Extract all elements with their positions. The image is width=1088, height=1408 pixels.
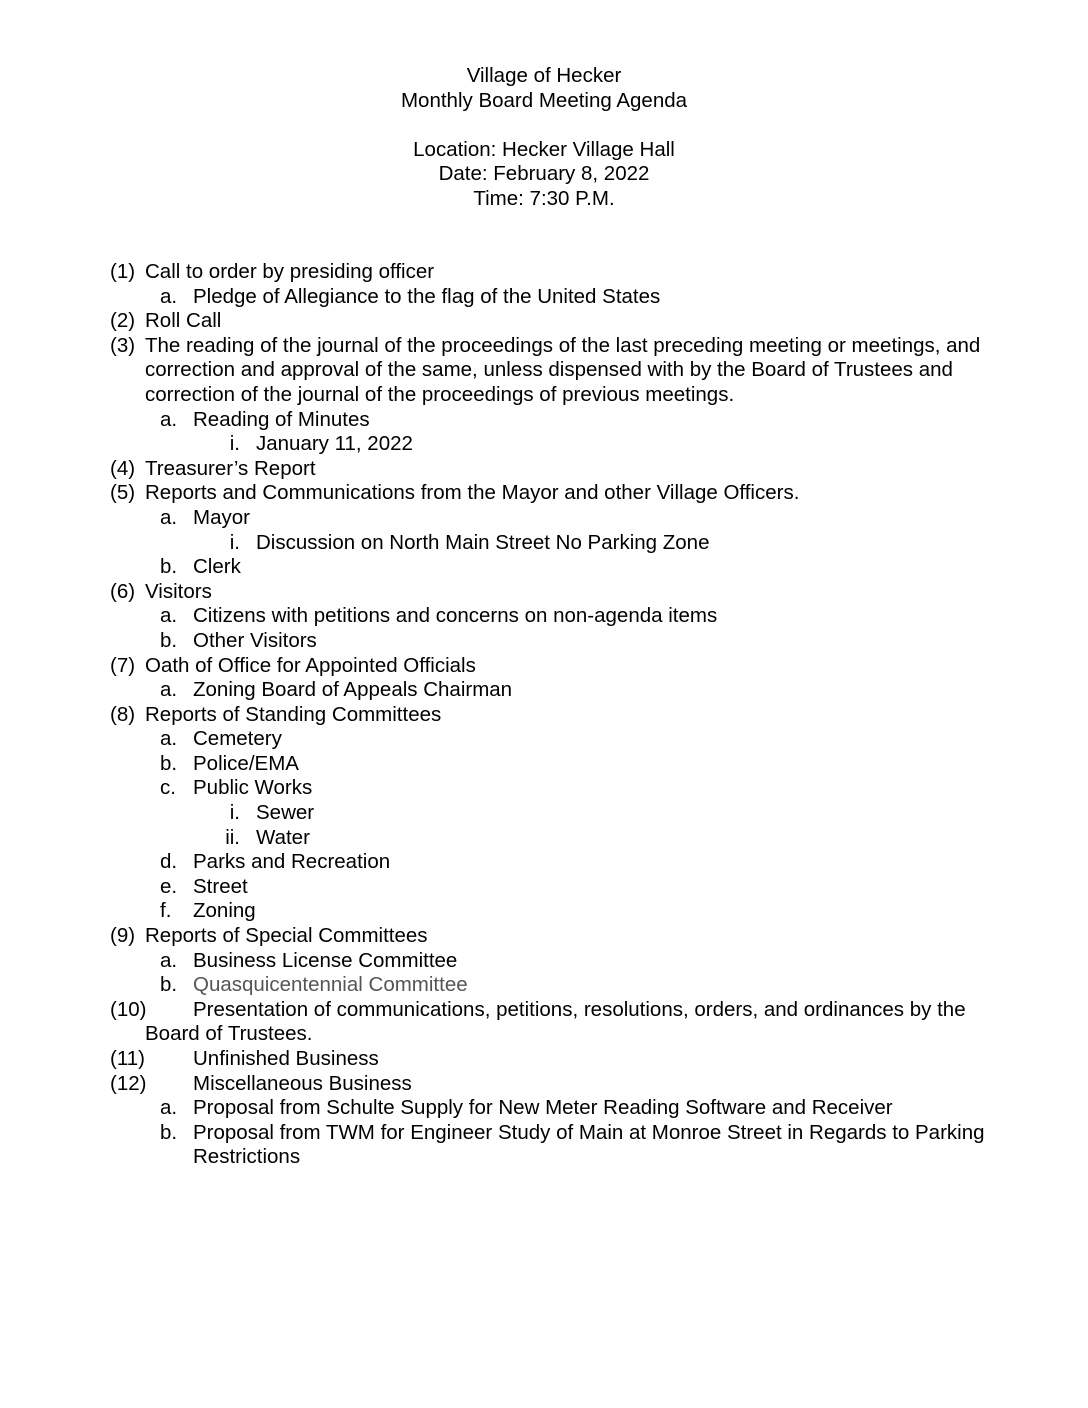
- agenda-subitem-8e: [0, 875, 1088, 900]
- agenda-subitem-8d: [0, 850, 1088, 875]
- agenda-item-10-cont: [0, 1022, 1088, 1047]
- subitem-letter: c.: [160, 776, 176, 800]
- subsubitem-numeral: i.: [229, 801, 240, 825]
- agenda-subitem-6b: [0, 629, 1088, 654]
- item-number: (7): [110, 653, 136, 677]
- meeting-date: Date: February 8, 2022: [438, 162, 650, 186]
- agenda-subitem-8f: [0, 899, 1088, 924]
- agenda-header: [0, 64, 1088, 212]
- subitem-text: Reading of Minutes: [193, 407, 370, 431]
- agenda-subitem-5b: [0, 555, 1088, 580]
- meeting-time: Time: 7:30 P.M.: [473, 186, 615, 210]
- village-name: Village of Hecker: [466, 64, 622, 87]
- subitem-letter: a.: [160, 284, 178, 308]
- agenda-item-6: [0, 580, 1088, 605]
- subitem-letter: a.: [160, 407, 178, 431]
- item-number: (5): [110, 481, 136, 505]
- item-text: Miscellaneous Business: [193, 1071, 412, 1095]
- agenda-item-8: [0, 703, 1088, 728]
- subitem-letter: e.: [160, 874, 178, 898]
- subitem-text: Public Works: [193, 776, 313, 800]
- subitem-text: Zoning Board of Appeals Chairman: [193, 678, 513, 702]
- subitem-text-line-1: Proposal from TWM for Engineer Study of Main at Monroe Street in Regards to Parking: [193, 1120, 985, 1144]
- item-number: (4): [110, 456, 136, 480]
- agenda-subitem-5a: [0, 506, 1088, 531]
- agenda-subsubitem-5ai: [0, 531, 1088, 556]
- subitem-text: Proposal from Schulte Supply for New Meter Reading Software and Receiver: [193, 1096, 893, 1120]
- item-number: (12): [110, 1071, 147, 1095]
- subitem-text: Cemetery: [193, 727, 282, 751]
- agenda-subitem-8a: [0, 727, 1088, 752]
- agenda-subitem-8c: [0, 776, 1088, 801]
- subsubitem-text: Water: [256, 825, 310, 849]
- subsubitem-numeral: ii.: [225, 825, 240, 849]
- subsubitem-text: Sewer: [256, 801, 315, 825]
- item-text-line-1: The reading of the journal of the proceedings of the last preceding meeting or meetings, and: [145, 333, 981, 357]
- subitem-letter: a.: [160, 948, 178, 972]
- subitem-text: Business License Committee: [193, 948, 458, 972]
- agenda-title: Monthly Board Meeting Agenda: [400, 88, 688, 112]
- subitem-letter: b.: [160, 1120, 178, 1144]
- item-text-line-2: correction and approval of the same, unless dispensed with by the Board of Trustees and: [145, 358, 953, 382]
- subitem-letter: a.: [160, 727, 178, 751]
- subitem-text: Quasquicentennial Committee: [193, 973, 468, 997]
- subitem-text: Parks and Recreation: [193, 850, 391, 874]
- item-text: Unfinished Business: [193, 1047, 379, 1070]
- subitem-text: Police/EMA: [193, 751, 299, 775]
- subitem-text: Other Visitors: [193, 628, 317, 652]
- item-text: Reports of Special Committees: [145, 924, 428, 948]
- item-text: Treasurer’s Report: [145, 456, 316, 480]
- meeting-location: Location: Hecker Village Hall: [413, 137, 675, 161]
- item-text: Call to order by presiding officer: [145, 260, 435, 283]
- subsubitem-text: January 11, 2022: [256, 432, 413, 456]
- agenda-item-9: [0, 924, 1088, 949]
- item-text: Roll Call: [145, 309, 222, 333]
- agenda-item-3-cont: [0, 383, 1088, 408]
- item-text: Visitors: [145, 579, 212, 603]
- agenda-subsubitem-3ai: [0, 432, 1088, 457]
- agenda-subsubitem-8cii: [0, 826, 1088, 851]
- agenda-item-10: [0, 998, 1088, 1023]
- item-number: (10): [110, 997, 147, 1021]
- agenda-item-3-cont: [0, 358, 1088, 383]
- item-number: (3): [110, 333, 136, 357]
- agenda-subitem-12b-cont: [0, 1145, 1088, 1170]
- subitem-letter: a.: [160, 505, 178, 529]
- agenda-subitem-8b: [0, 752, 1088, 777]
- agenda-item-3: [0, 334, 1088, 359]
- agenda-item-7: [0, 654, 1088, 679]
- subitem-text-line-2: Restrictions: [193, 1145, 301, 1169]
- agenda-subitem-12a: [0, 1096, 1088, 1121]
- subitem-text: Mayor: [193, 505, 250, 529]
- item-text: Reports of Standing Committees: [145, 702, 442, 726]
- item-text-line-1: Presentation of communications, petitions, resolutions, orders, and ordinances by the: [193, 997, 966, 1021]
- item-number: (11): [110, 1047, 145, 1070]
- subitem-letter: b.: [160, 973, 178, 997]
- agenda-item-4: [0, 457, 1088, 482]
- subitem-letter: a.: [160, 604, 178, 628]
- item-number: (8): [110, 702, 136, 726]
- agenda-subitem-12b: [0, 1121, 1088, 1146]
- item-text: Oath of Office for Appointed Officials: [145, 653, 476, 677]
- item-number: (6): [110, 579, 136, 603]
- item-number: (1): [110, 260, 136, 283]
- subitem-text: Zoning: [193, 899, 256, 923]
- agenda-subitem-1a: [0, 285, 1088, 310]
- agenda-subsubitem-8ci: [0, 801, 1088, 826]
- agenda-item-1: [0, 260, 1088, 285]
- subsubitem-text: Discussion on North Main Street No Parking Zone: [256, 530, 710, 554]
- subitem-letter: b.: [160, 751, 178, 775]
- agenda-item-12: [0, 1072, 1088, 1097]
- agenda-item-2: [0, 309, 1088, 334]
- subitem-text: Street: [193, 874, 248, 898]
- agenda-item-11: [0, 1047, 1088, 1072]
- item-text-line-3: correction of the journal of the proceedings of previous meetings.: [145, 382, 735, 406]
- agenda-subitem-7a: [0, 678, 1088, 703]
- subitem-text: Pledge of Allegiance to the flag of the United States: [193, 284, 661, 308]
- item-number: (9): [110, 924, 136, 948]
- subitem-letter: a.: [160, 678, 178, 702]
- agenda-subitem-6a: [0, 604, 1088, 629]
- agenda-list: [0, 260, 1088, 1170]
- subitem-text: Citizens with petitions and concerns on non-agenda items: [193, 604, 718, 628]
- agenda-item-5: [0, 481, 1088, 506]
- subitem-letter: d.: [160, 850, 178, 874]
- subitem-letter: b.: [160, 628, 178, 652]
- item-number: (2): [110, 309, 136, 333]
- item-text-line-2: Board of Trustees.: [145, 1022, 313, 1046]
- agenda-subitem-9a: [0, 949, 1088, 974]
- subitem-letter: f.: [160, 899, 172, 923]
- agenda-subitem-3a: [0, 408, 1088, 433]
- subsubitem-numeral: i.: [229, 432, 240, 456]
- subitem-text: Clerk: [193, 555, 241, 579]
- item-text: Reports and Communications from the Mayor and other Village Officers.: [145, 481, 800, 505]
- header-spacer: [0, 113, 1088, 138]
- subitem-letter: b.: [160, 555, 178, 579]
- subitem-letter: a.: [160, 1096, 178, 1120]
- agenda-subitem-9b: [0, 973, 1088, 998]
- subsubitem-numeral: i.: [229, 530, 240, 554]
